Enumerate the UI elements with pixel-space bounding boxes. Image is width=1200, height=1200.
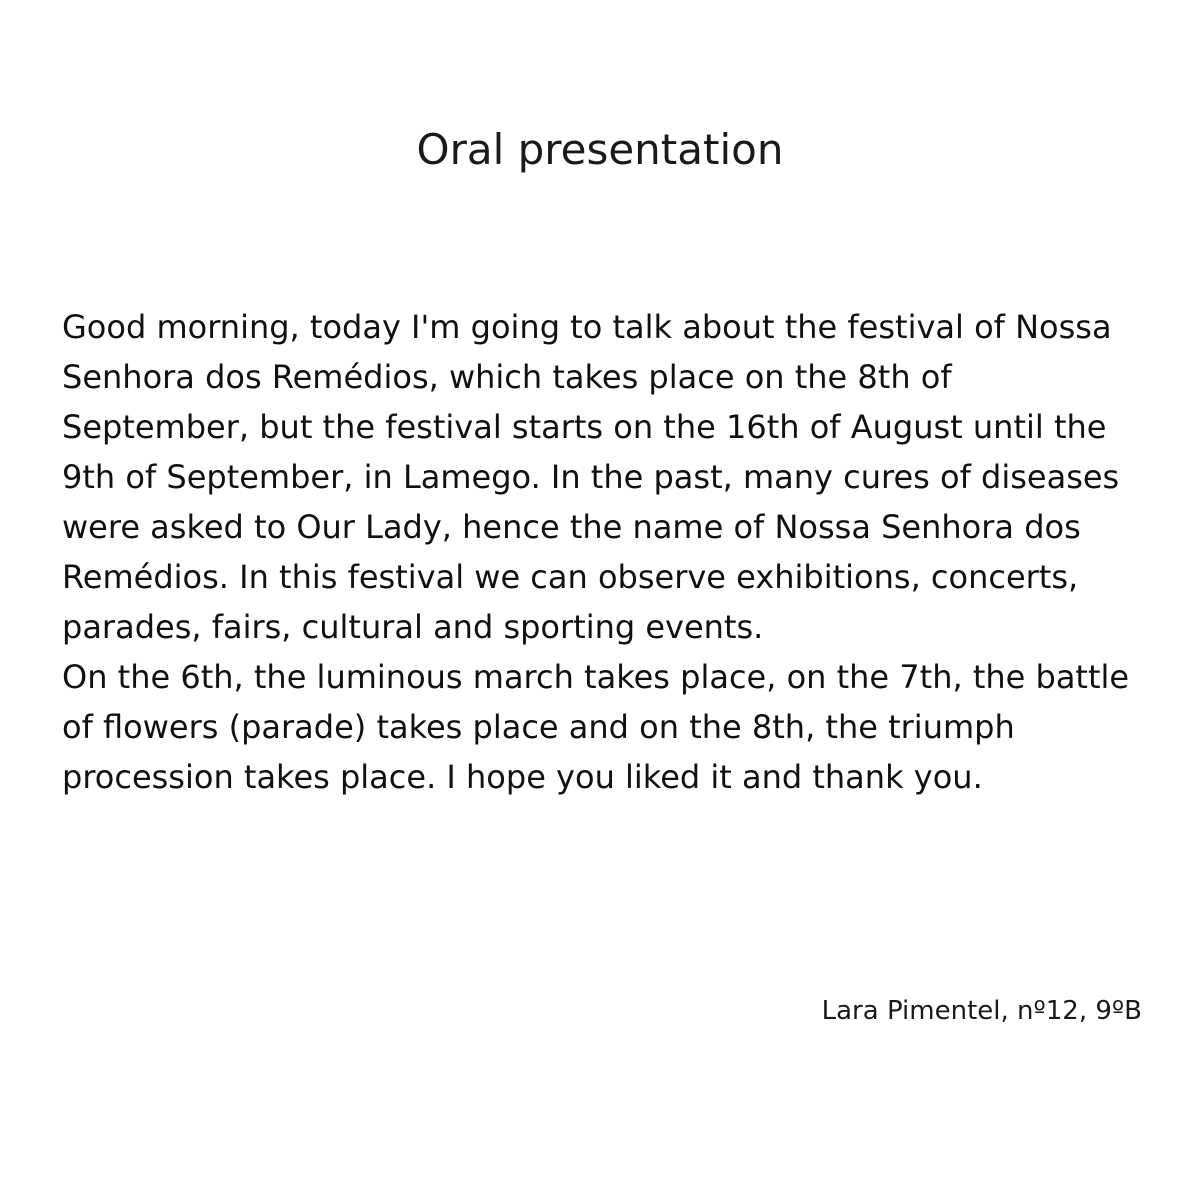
- page-title: Oral presentation: [416, 125, 784, 174]
- paragraph-intro: Good morning, today I'm going to talk about the festival of Nossa Senhora dos Remédios, which takes place on the 8th of September, but the festival starts on the 16th of August until the 9th of September, in Lamego. In the past, many cures of diseases were asked to Our Lady, hence the name of Nossa Senhora dos Remédios. In this festival we can observe exhibitions, concerts, parades, fairs, cultural and sporting events.: [62, 308, 1120, 646]
- presentation-body: [62, 302, 1132, 802]
- paragraph-schedule: On the 6th, the luminous march takes place, on the 7th, the battle of flowers (parade) takes place and on the 8th, the triumph procession takes place. I hope you liked it and thank you.: [62, 658, 1130, 796]
- author-signature: Lara Pimentel, nº12, 9ºB: [821, 996, 1142, 1026]
